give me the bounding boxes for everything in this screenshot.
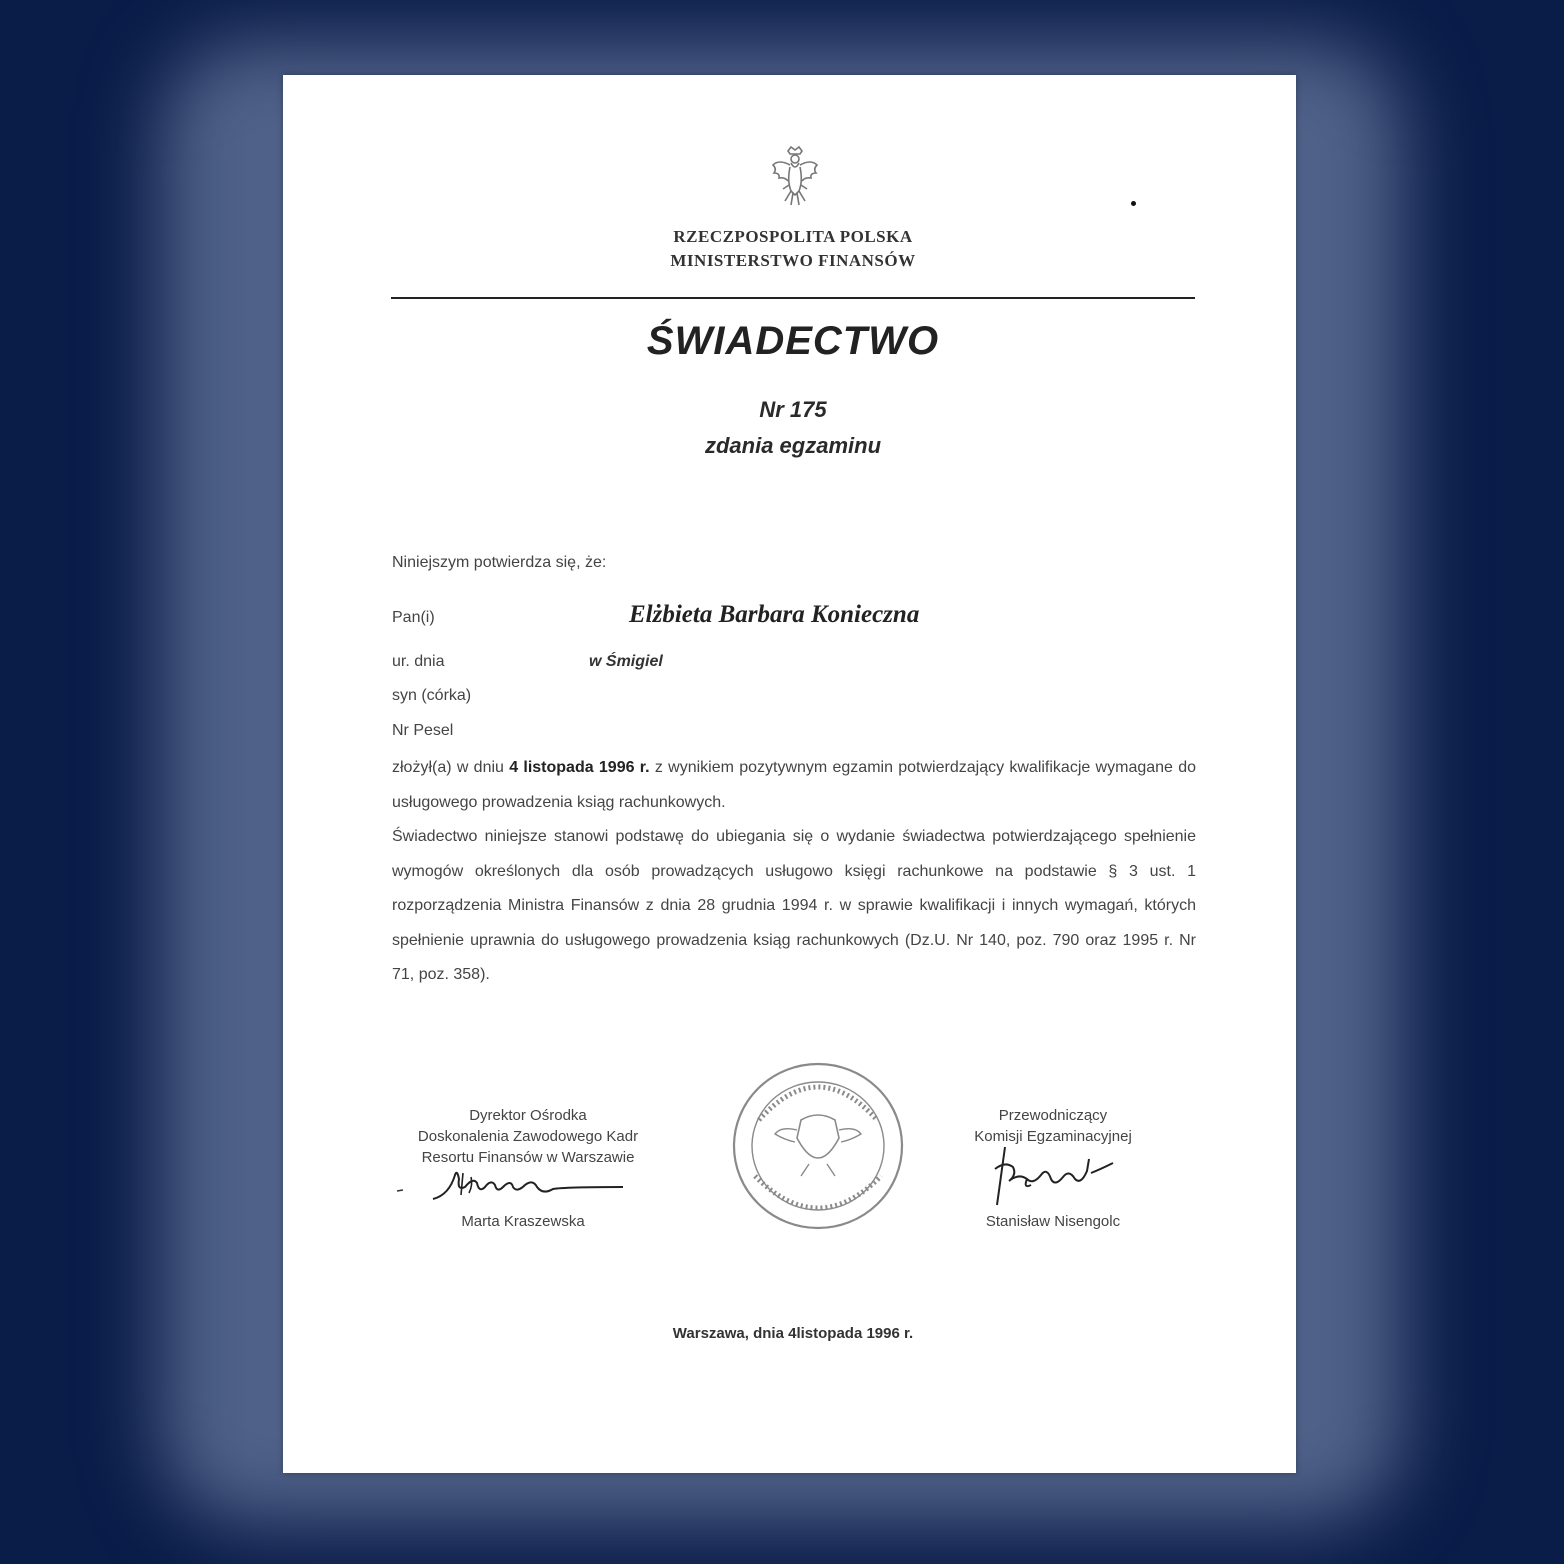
header-divider <box>391 297 1195 299</box>
birth-label: ur. dnia <box>392 653 445 670</box>
left-sig-title-3: Resortu Finansów w Warszawie <box>421 1149 635 1166</box>
left-handwritten-signature <box>393 1165 633 1215</box>
left-signatory-name: Marta Kraszewska <box>461 1213 585 1230</box>
header-ministry: MINISTERSTWO FINANSÓW <box>670 251 916 270</box>
exam-date: 4 listopada 1996 r. <box>509 759 650 776</box>
holder-name: Elżbieta Barbara Konieczna <box>629 601 920 628</box>
birth-place: w Śmigiel <box>589 653 663 670</box>
left-sig-title-1: Dyrektor Ośrodka <box>469 1107 587 1124</box>
exam-statement-start: złożył(a) w dniu <box>392 759 510 776</box>
certificate-page <box>283 75 1296 1473</box>
exam-statement <box>392 751 1196 820</box>
certificate-number: Nr 175 <box>759 397 827 422</box>
name-label: Pan(i) <box>392 609 435 626</box>
right-sig-title-1: Przewodniczący <box>998 1107 1108 1124</box>
header-country: RZECZPOSPOLITA POLSKA <box>673 227 913 246</box>
right-signatory-name: Stanisław Nisengolc <box>985 1213 1121 1230</box>
official-stamp-icon <box>729 1060 907 1232</box>
pesel-label: Nr Pesel <box>392 722 454 739</box>
right-handwritten-signature <box>983 1139 1143 1219</box>
polish-eagle-icon <box>769 145 821 209</box>
certificate-subtitle: zdania egzaminu <box>704 433 882 458</box>
exam-statement-end: z wynikiem pozytywnym egzamin potwierdzający kwalifikacje wymagane do usługowego prowadzenia ksiąg rachunkowych. <box>392 759 1197 811</box>
speck-mark <box>1131 201 1136 206</box>
intro-text: Niniejszym potwierdza się, że: <box>392 554 607 571</box>
right-sig-title-2: Komisji Egzaminacyjnej <box>974 1128 1132 1145</box>
legal-basis-paragraph: Świadectwo niniejsze stanowi podstawę do ubiegania się o wydanie świadectwa potwierdzającego spełnienie wymogów określonych dla osób prowadzących usługowo księgi rachunkowe na podstawie § 3 ust. 1 rozporządzenia Ministra Finansów z dnia 28 grudnia 1994 r. w sprawie kwalifikacji i innych wymagań, których spełnienie uprawnia do usługowego prowadzenia ksiąg rachunkowych (Dz.U. Nr 140, poz. 790 oraz 1995 r. Nr 71, poz. 358). <box>392 828 1196 983</box>
left-sig-title-2: Doskonalenia Zawodowego Kadr <box>417 1128 639 1145</box>
issue-place-date: Warszawa, dnia 4listopada 1996 r. <box>672 1325 914 1342</box>
parent-label: syn (córka) <box>392 687 472 704</box>
left-signature-block <box>383 1105 673 1168</box>
certificate-title: ŚWIADECTWO <box>646 319 940 363</box>
